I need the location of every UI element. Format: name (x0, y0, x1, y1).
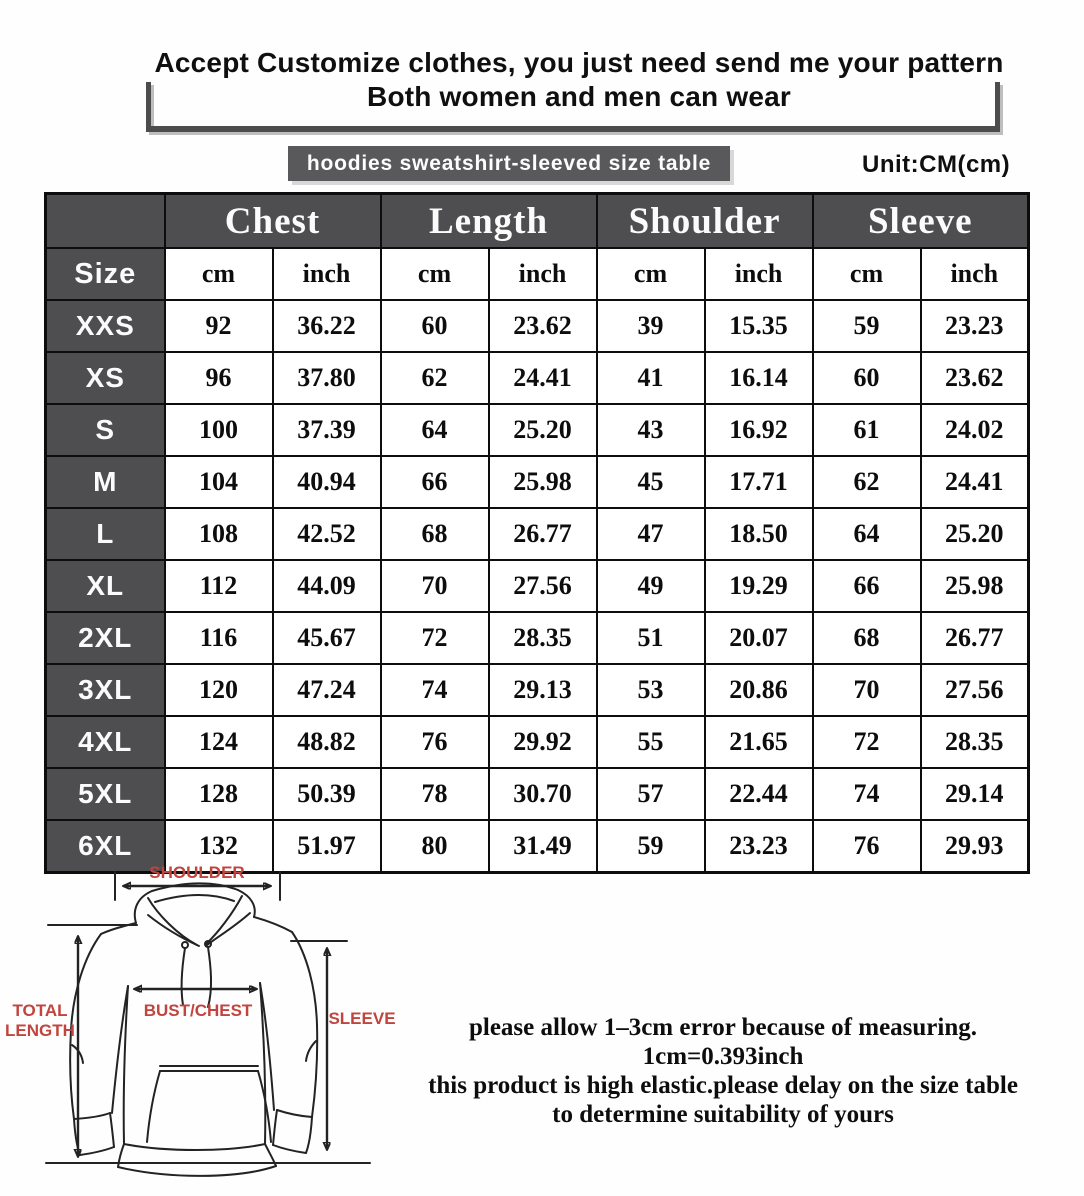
measurement-cell: 25.20 (489, 404, 597, 456)
measurement-cell: 70 (813, 664, 921, 716)
table-row (46, 456, 1029, 508)
subheader-cell: cm (381, 248, 489, 300)
measurement-cell: 28.35 (921, 716, 1029, 768)
table-row (46, 664, 1029, 716)
measurement-cell: 124 (165, 716, 273, 768)
measurement-cell: 104 (165, 456, 273, 508)
measurement-cell: 68 (813, 612, 921, 664)
measurement-cell: 17.71 (705, 456, 813, 508)
measurement-cell: 60 (813, 352, 921, 404)
measurement-cell: 29.13 (489, 664, 597, 716)
measurement-cell: 26.77 (489, 508, 597, 560)
measurement-cell: 50.39 (273, 768, 381, 820)
measurement-cell: 70 (381, 560, 489, 612)
measurement-cell: 31.49 (489, 820, 597, 873)
subheader-cell: inch (921, 248, 1029, 300)
measurement-cell: 39 (597, 300, 705, 352)
note-line-2: 1cm=0.393inch (642, 1043, 804, 1070)
measurement-cell: 23.23 (705, 820, 813, 873)
measurement-cell: 16.92 (705, 404, 813, 456)
note-line-4: to determine suitability of yours (552, 1101, 894, 1128)
corner-cell (46, 194, 165, 249)
title-line-1: Accept Customize clothes, you just need send me your pattern (154, 47, 1004, 78)
measurement-cell: 42.52 (273, 508, 381, 560)
group-header-sleeve: Sleeve (813, 194, 1029, 249)
measurement-cell: 30.70 (489, 768, 597, 820)
row-size-label: L (46, 508, 165, 560)
measurement-cell: 100 (165, 404, 273, 456)
subheader-cell: cm (597, 248, 705, 300)
measurement-cell: 24.41 (489, 352, 597, 404)
table-row (46, 560, 1029, 612)
measurement-cell: 27.56 (489, 560, 597, 612)
measurement-cell: 74 (813, 768, 921, 820)
total-length-label-line2: LENGTH (5, 1021, 75, 1040)
measurement-cell: 26.77 (921, 612, 1029, 664)
size-table-body (46, 300, 1029, 873)
table-row (46, 404, 1029, 456)
total-length-arrow (46, 925, 370, 1163)
measurement-cell: 132 (165, 820, 273, 873)
measurement-cell: 29.92 (489, 716, 597, 768)
measurement-cell: 29.14 (921, 768, 1029, 820)
table-row (46, 508, 1029, 560)
sub-header-row (46, 248, 1029, 300)
measurement-cell: 62 (381, 352, 489, 404)
table-row (46, 352, 1029, 404)
measurement-cell: 66 (381, 456, 489, 508)
measurement-cell: 96 (165, 352, 273, 404)
measurement-cell: 36.22 (273, 300, 381, 352)
unit-label: Unit:CM(cm) (862, 151, 1011, 178)
measurement-cell: 23.62 (921, 352, 1029, 404)
measurement-cell: 43 (597, 404, 705, 456)
measurement-cell: 22.44 (705, 768, 813, 820)
measurement-cell: 72 (813, 716, 921, 768)
measurement-cell: 24.41 (921, 456, 1029, 508)
title-line-2: Both women and men can wear (367, 81, 791, 112)
measurement-cell: 61 (813, 404, 921, 456)
measurement-cell: 25.98 (921, 560, 1029, 612)
subheader-cell: cm (813, 248, 921, 300)
measurement-cell: 55 (597, 716, 705, 768)
measurement-cell: 44.09 (273, 560, 381, 612)
measurement-cell: 51 (597, 612, 705, 664)
measurement-cell: 47 (597, 508, 705, 560)
row-size-label: 6XL (46, 820, 165, 873)
subheader-cell: inch (705, 248, 813, 300)
measurement-cell: 25.98 (489, 456, 597, 508)
measurement-cell: 20.07 (705, 612, 813, 664)
measurement-cell: 112 (165, 560, 273, 612)
measurement-cell: 48.82 (273, 716, 381, 768)
measurement-cell: 64 (381, 404, 489, 456)
row-size-label: XXS (46, 300, 165, 352)
row-size-label: 2XL (46, 612, 165, 664)
bust-chest-label: BUST/CHEST (143, 1001, 253, 1020)
measurement-cell: 68 (381, 508, 489, 560)
notes-block (420, 1013, 1026, 1129)
shoulder-label: SHOULDER (149, 863, 245, 882)
measurement-cell: 72 (381, 612, 489, 664)
title-block (69, 46, 1084, 114)
table-title-banner: hoodies sweatshirt-sleeved size table (288, 146, 730, 181)
note-line-3: this product is high elastic.please delay on the size table (428, 1072, 1018, 1099)
sleeve-arrow (291, 941, 347, 1149)
measurement-cell: 49 (597, 560, 705, 612)
group-header-row (46, 194, 1029, 249)
size-header-cell: Size (46, 248, 165, 300)
row-size-label: XL (46, 560, 165, 612)
measurement-cell: 29.93 (921, 820, 1029, 873)
measurement-cell: 66 (813, 560, 921, 612)
size-table (44, 192, 1030, 874)
measurement-cell: 76 (381, 716, 489, 768)
measurement-cell: 76 (813, 820, 921, 873)
measurement-cell: 116 (165, 612, 273, 664)
table-row (46, 300, 1029, 352)
measurement-cell: 24.02 (921, 404, 1029, 456)
total-length-label-line1: TOTAL (12, 1001, 68, 1020)
measurement-cell: 120 (165, 664, 273, 716)
row-size-label: 3XL (46, 664, 165, 716)
measurement-cell: 64 (813, 508, 921, 560)
measurement-cell: 57 (597, 768, 705, 820)
measurement-cell: 74 (381, 664, 489, 716)
hoodie-outline-drawing (70, 883, 317, 1176)
subheader-cell: inch (489, 248, 597, 300)
table-row (46, 768, 1029, 820)
measurement-cell: 92 (165, 300, 273, 352)
measurement-cell: 25.20 (921, 508, 1029, 560)
measurement-cell: 28.35 (489, 612, 597, 664)
measurement-cell: 59 (813, 300, 921, 352)
group-header-chest: Chest (165, 194, 381, 249)
measurement-cell: 18.50 (705, 508, 813, 560)
measurement-cell: 40.94 (273, 456, 381, 508)
measurement-cell: 45.67 (273, 612, 381, 664)
measurement-cell: 78 (381, 768, 489, 820)
measurement-cell: 37.80 (273, 352, 381, 404)
subheader-cell: inch (273, 248, 381, 300)
table-row (46, 612, 1029, 664)
measurement-cell: 23.23 (921, 300, 1029, 352)
measurement-cell: 59 (597, 820, 705, 873)
row-size-label: 4XL (46, 716, 165, 768)
row-size-label: 5XL (46, 768, 165, 820)
measurement-cell: 23.62 (489, 300, 597, 352)
measurement-cell: 60 (381, 300, 489, 352)
measurement-cell: 37.39 (273, 404, 381, 456)
measurement-cell: 47.24 (273, 664, 381, 716)
table-row (46, 716, 1029, 768)
measurement-cell: 53 (597, 664, 705, 716)
measurement-cell: 108 (165, 508, 273, 560)
measurement-cell: 41 (597, 352, 705, 404)
sleeve-label: SLEEVE (328, 1009, 396, 1028)
measurement-cell: 51.97 (273, 820, 381, 873)
measurement-cell: 27.56 (921, 664, 1029, 716)
row-size-label: XS (46, 352, 165, 404)
measurement-cell: 80 (381, 820, 489, 873)
note-line-1: please allow 1–3cm error because of measuring. (468, 1014, 978, 1041)
measurement-cell: 128 (165, 768, 273, 820)
measurement-cell: 21.65 (705, 716, 813, 768)
subheader-cell: cm (165, 248, 273, 300)
measurement-cell: 15.35 (705, 300, 813, 352)
measurement-cell: 20.86 (705, 664, 813, 716)
row-size-label: S (46, 404, 165, 456)
row-size-label: M (46, 456, 165, 508)
measurement-cell: 19.29 (705, 560, 813, 612)
measurement-cell: 62 (813, 456, 921, 508)
hoodie-measurement-diagram (0, 855, 420, 1193)
group-header-length: Length (381, 194, 597, 249)
measurement-cell: 45 (597, 456, 705, 508)
measurement-cell: 16.14 (705, 352, 813, 404)
group-header-shoulder: Shoulder (597, 194, 813, 249)
